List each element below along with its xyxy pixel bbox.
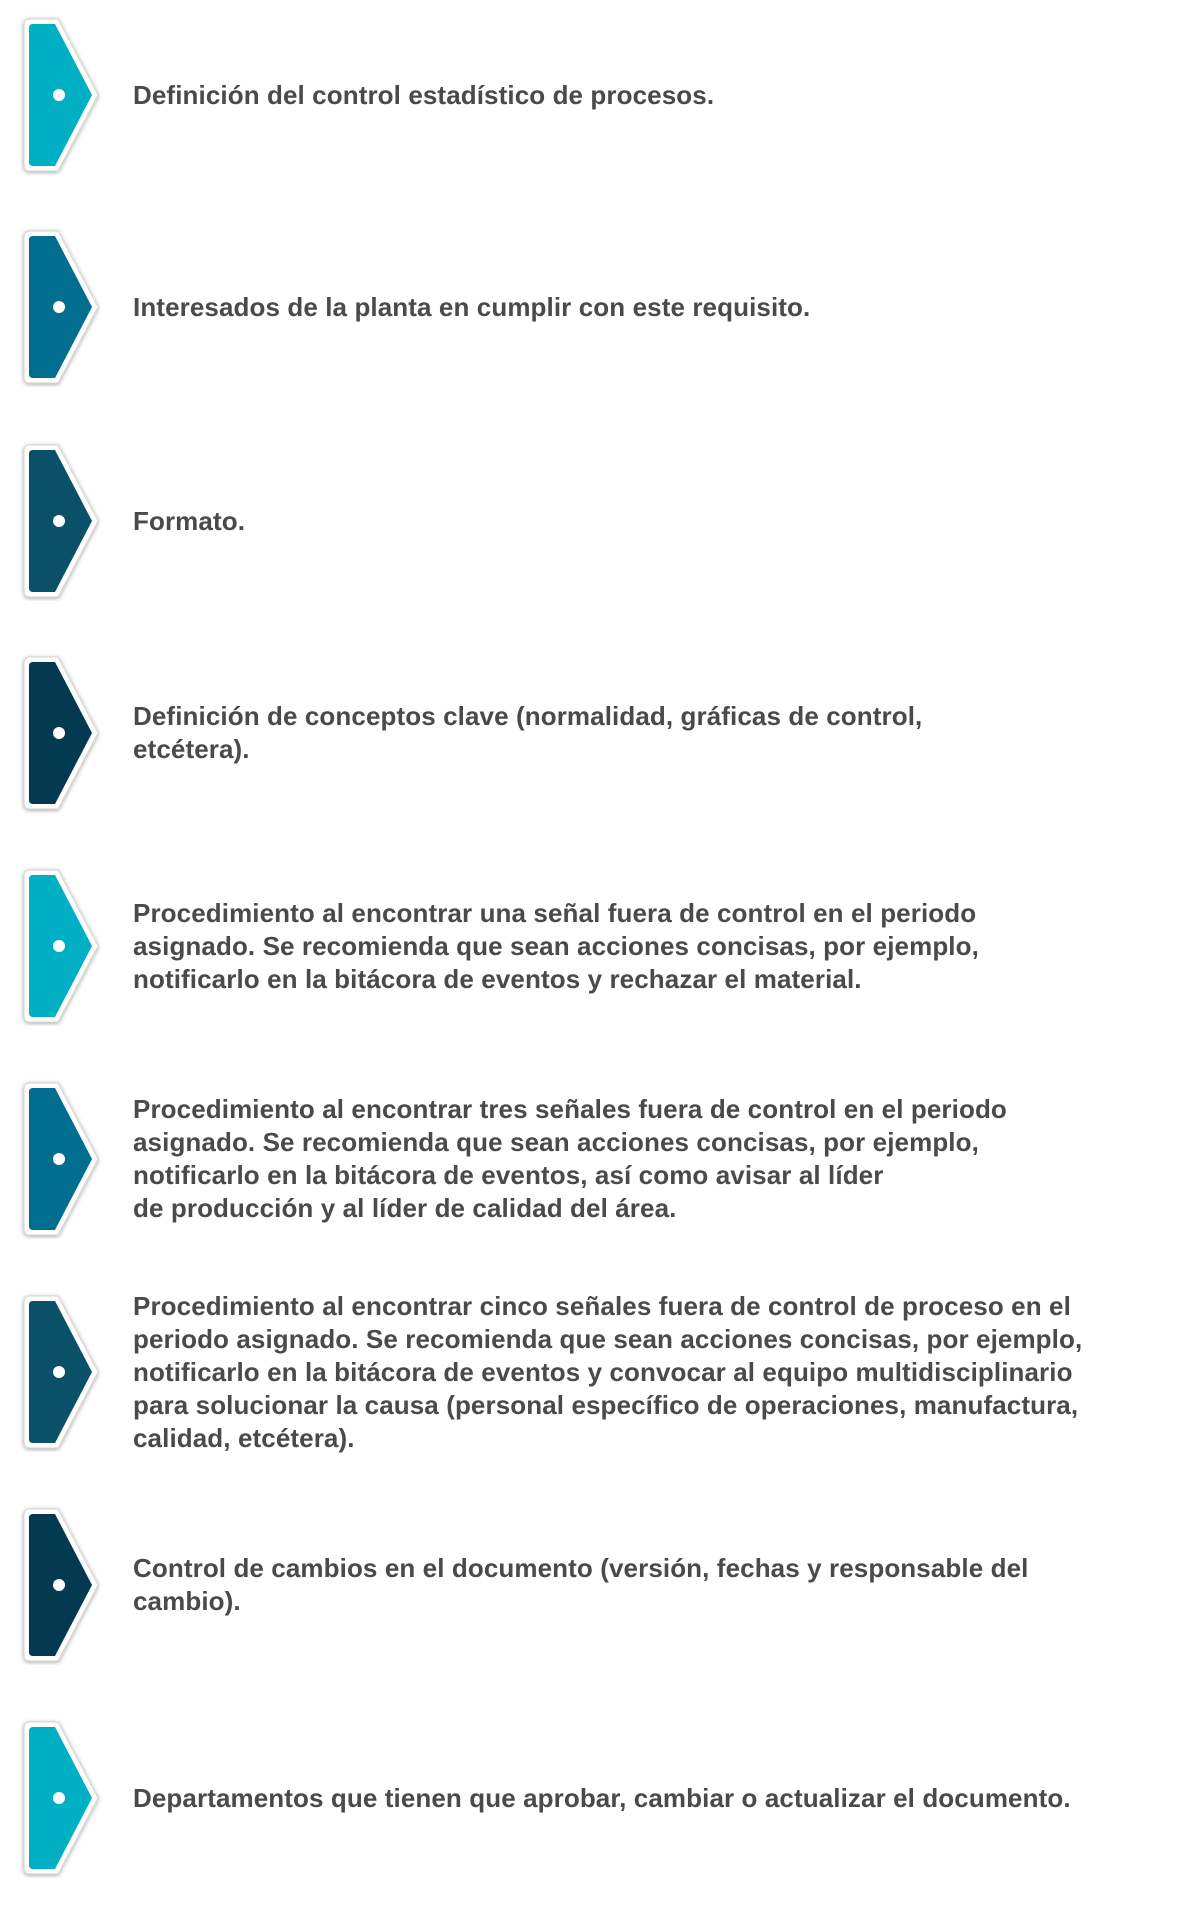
list-item-text: Formato. bbox=[133, 505, 246, 536]
list-item-text: Definición del control estadístico de procesos. bbox=[133, 79, 715, 110]
chevron-dot-icon-graphic bbox=[20, 1292, 110, 1452]
list-item-text: Procedimiento al encontrar tres señales fuera de control en el periodo asignado. Se recomienda que sean acciones concisas, por ejemplo, notificarlo en la bitácora de eventos, así como avisar al líder de producción y al líder de calidad del área. bbox=[133, 1094, 1007, 1223]
chevron-dot-icon bbox=[20, 1292, 110, 1452]
chevron-dot-icon-graphic bbox=[20, 653, 110, 813]
list-item bbox=[0, 866, 1200, 1026]
chevron-dot-icon-graphic bbox=[20, 1505, 110, 1665]
list-item-text: Procedimiento al encontrar cinco señales fuera de control de proceso en el periodo asignado. Se recomienda que sean acciones concisas, por ejemplo, notificarlo en la bitácora de eventos y convocar al equipo multidisciplinario para solucionar la causa (personal específico de operaciones, manufactura, calidad, etcétera). bbox=[133, 1290, 1083, 1453]
list-item bbox=[0, 1505, 1200, 1665]
chevron-dot-icon-graphic bbox=[20, 866, 110, 1026]
chevron-dot-icon bbox=[20, 227, 110, 387]
chevron-dot-icon-graphic bbox=[20, 1079, 110, 1239]
list-item bbox=[0, 441, 1200, 601]
chevron-dot-icon bbox=[20, 15, 110, 175]
list-item bbox=[0, 653, 1200, 813]
chevron-dot-icon-graphic bbox=[20, 441, 110, 601]
list-item-text: Control de cambios en el documento (versión, fechas y responsable del cambio). bbox=[133, 1553, 1029, 1616]
chevron-dot-icon-graphic bbox=[20, 227, 110, 387]
list-item bbox=[0, 1079, 1200, 1239]
list-item bbox=[0, 1292, 1200, 1452]
list-item bbox=[0, 1718, 1200, 1878]
chevron-dot-icon bbox=[20, 866, 110, 1026]
chevron-dot-icon bbox=[20, 653, 110, 813]
list-item-text: Procedimiento al encontrar una señal fuera de control en el periodo asignado. Se recomienda que sean acciones concisas, por ejemplo, notificarlo en la bitácora de eventos y rechazar el material. bbox=[133, 897, 979, 994]
chevron-dot-icon bbox=[20, 441, 110, 601]
list-item-text: Departamentos que tienen que aprobar, cambiar o actualizar el documento. bbox=[133, 1782, 1071, 1813]
chevron-dot-icon bbox=[20, 1718, 110, 1878]
list-item bbox=[0, 227, 1200, 387]
chevron-dot-icon bbox=[20, 1505, 110, 1665]
chevron-dot-icon-graphic bbox=[20, 15, 110, 175]
chevron-dot-icon-graphic bbox=[20, 1718, 110, 1878]
list-item-text: Definición de conceptos clave (normalidad, gráficas de control, etcétera). bbox=[133, 701, 923, 764]
list-item bbox=[0, 15, 1200, 175]
list-item-text: Interesados de la planta en cumplir con este requisito. bbox=[133, 291, 811, 322]
chevron-dot-icon bbox=[20, 1079, 110, 1239]
